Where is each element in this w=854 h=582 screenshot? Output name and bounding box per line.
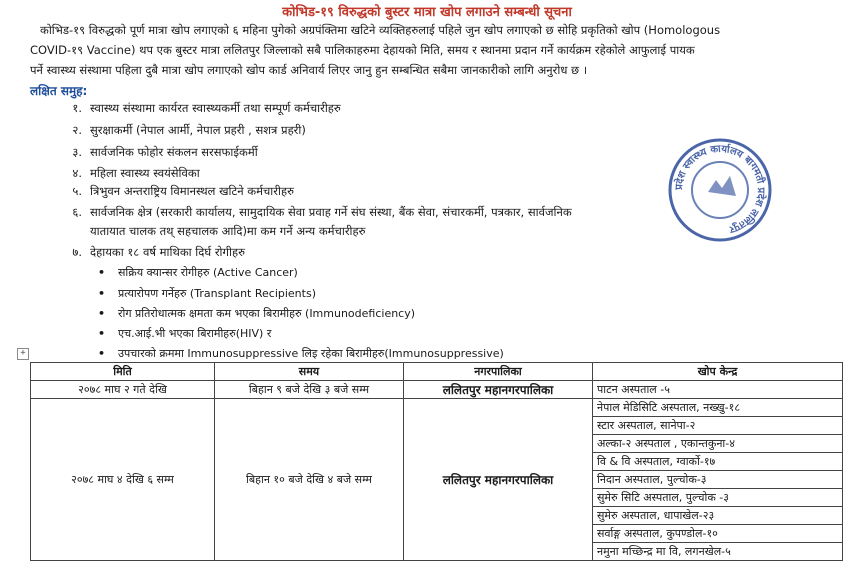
chronic-group-item: • उपचारको क्रममा Immunosuppressive लिइ रहेका बिरामीहरु(Immunosuppressive) bbox=[98, 347, 504, 360]
svg-text:प्रदेश स्वास्थ्य कार्यालय बागम: प्रदेश स्वास्थ्य कार्यालय बागमती प्रदेश ललितपुर bbox=[673, 143, 767, 235]
bullet-icon: • bbox=[98, 266, 106, 279]
chronic-group-item: • सक्रिय क्यान्सर रोगीहरु (Active Cancer) bbox=[98, 266, 298, 279]
table-move-handle-icon[interactable]: + bbox=[17, 348, 29, 360]
bullet-icon: • bbox=[98, 327, 106, 340]
table-header-row bbox=[31, 363, 843, 381]
cell-centre: सुमेरु सिटि अस्पताल, पुल्चोक -३ bbox=[593, 489, 843, 507]
cell-date: २०७८ माघ ४ देखि ६ सम्म bbox=[31, 399, 215, 561]
intro-line-3: पर्ने स्वास्थ्य संस्थामा पहिला दुबै मात्रा खोप लगाएको खोप कार्ड अनिवार्य लिएर जानु हुन सम्बन्धित सबैमा जानकारीको लागि अनुरोध छ । bbox=[30, 63, 588, 77]
target-group-item: १. स्वास्थ्य संस्थामा कार्यरत स्वास्थ्यकर्मी तथा सम्पूर्ण कर्मचारीहरु bbox=[72, 101, 341, 115]
target-group-item: २. सुरक्षाकर्मी (नेपाल आर्मी, नेपाल प्रहरी , सशत्र प्रहरी) bbox=[72, 123, 306, 137]
target-group-item: ३. सार्वजनिक फोहोर संकलन सरसफाईकर्मी bbox=[72, 145, 258, 159]
table-row bbox=[31, 399, 843, 417]
cell-municipality: ललितपुर महानगरपालिका bbox=[404, 381, 593, 399]
cell-date: २०७८ माघ २ गते देखि bbox=[31, 381, 215, 399]
cell-centre: नेपाल मेडिसिटि अस्पताल, नख्खु-१८ bbox=[593, 399, 843, 417]
target-group-heading: लक्षित समुह: bbox=[30, 84, 88, 98]
target-group-item: ७. देहायका १८ वर्ष माथिका दिर्घ रोगीहरु bbox=[72, 245, 245, 259]
chronic-group-item: • प्रत्यारोपण गर्नेहरु (Transplant Recipients) bbox=[98, 287, 316, 300]
office-seal-stamp bbox=[660, 130, 780, 250]
cell-centre: सर्वाङ्ग अस्पताल, कुपण्डोल-१० bbox=[593, 525, 843, 543]
header-date: मिति bbox=[31, 363, 215, 381]
cell-centre: वि & वि अस्पताल, ग्वार्को-१७ bbox=[593, 453, 843, 471]
intro-line-1: कोभिड-१९ विरुद्धको पूर्ण मात्रा खोप लगाएको ६ महिना पुगेको अग्रपंक्तिमा खटिने व्यक्तिहरुलाई पहिले जुन खोप लगाएको छ सोहि प्रकृतिको खोप (Homologous bbox=[40, 23, 721, 37]
target-group-item: ६. सार्वजनिक क्षेत्र (सरकारी कार्यालय, सामुदायिक सेवा प्रवाह गर्ने संघ संस्था, बैंक सेवा, संचारकर्मी, पत्रकार, सार्वजनिक यातायात चालक तथ् सहचालक आदि)मा कम गर्ने अन्य कर्मचारीहरु bbox=[72, 205, 572, 238]
cell-municipality: ललितपुर महानगरपालिका bbox=[404, 399, 593, 561]
target-group-item-continuation: यातायात चालक तथ् सहचालक आदि)मा कम गर्ने अन्य कर्मचारीहरु bbox=[90, 224, 366, 238]
bullet-icon: • bbox=[98, 307, 106, 320]
cell-time: बिहान १० बजे देखि ४ बजे सम्म bbox=[215, 399, 404, 561]
intro-paragraph bbox=[30, 20, 830, 80]
target-group-item: ५. त्रिभुवन अन्तराष्ट्रिय विमानस्थल खटिने कर्मचारीहरु bbox=[72, 184, 294, 198]
cell-centre: स्टार अस्पताल, सानेपा-२ bbox=[593, 417, 843, 435]
cell-centre: पाटन अस्पताल -५ bbox=[593, 381, 843, 399]
cell-centre: अल्का-२ अस्पताल , एकान्तकुना-४ bbox=[593, 435, 843, 453]
chronic-group-item: • एच.आई.भी भएका बिरामीहरु(HIV) र bbox=[98, 327, 272, 340]
table-row bbox=[31, 381, 843, 399]
cell-centre: निदान अस्पताल, पुल्चोक-३ bbox=[593, 471, 843, 489]
notice-title: कोभिड-१९ विरुद्धको बुस्टर मात्रा खोप लगाउने सम्बन्धी सूचना bbox=[282, 5, 572, 20]
intro-line-2: COVID-१९ Vaccine) थप एक बुस्टर मात्रा ललितपुर जिल्लाको सबै पालिकाहरुमा देहायको मिति, समय र स्थानमा प्रदान गर्ने कार्यक्रम रहेकोले आफुलाई पायक bbox=[30, 43, 695, 57]
header-municipality: नगरपालिका bbox=[404, 363, 593, 381]
header-time: समय bbox=[215, 363, 404, 381]
bullet-icon: • bbox=[98, 287, 106, 300]
target-group-item: ४. महिला स्वास्थ्य स्वयंसेविका bbox=[72, 166, 200, 180]
vaccination-schedule-table bbox=[30, 362, 843, 561]
cell-centre: सुमेरु अस्पताल, धापाखेल-२३ bbox=[593, 507, 843, 525]
chronic-group-item: • रोग प्रतिरोधात्मक क्षमता कम भएका बिरामीहरु (Immunodeficiency) bbox=[98, 307, 416, 320]
header-vaccination-centre: खोप केन्द्र bbox=[593, 363, 843, 381]
bullet-icon: • bbox=[98, 347, 106, 360]
cell-centre: नमुना मच्छिन्द्र मा वि, लगनखेल-५ bbox=[593, 543, 843, 561]
cell-time: बिहान ९ बजे देखि ३ बजे सम्म bbox=[215, 381, 404, 399]
